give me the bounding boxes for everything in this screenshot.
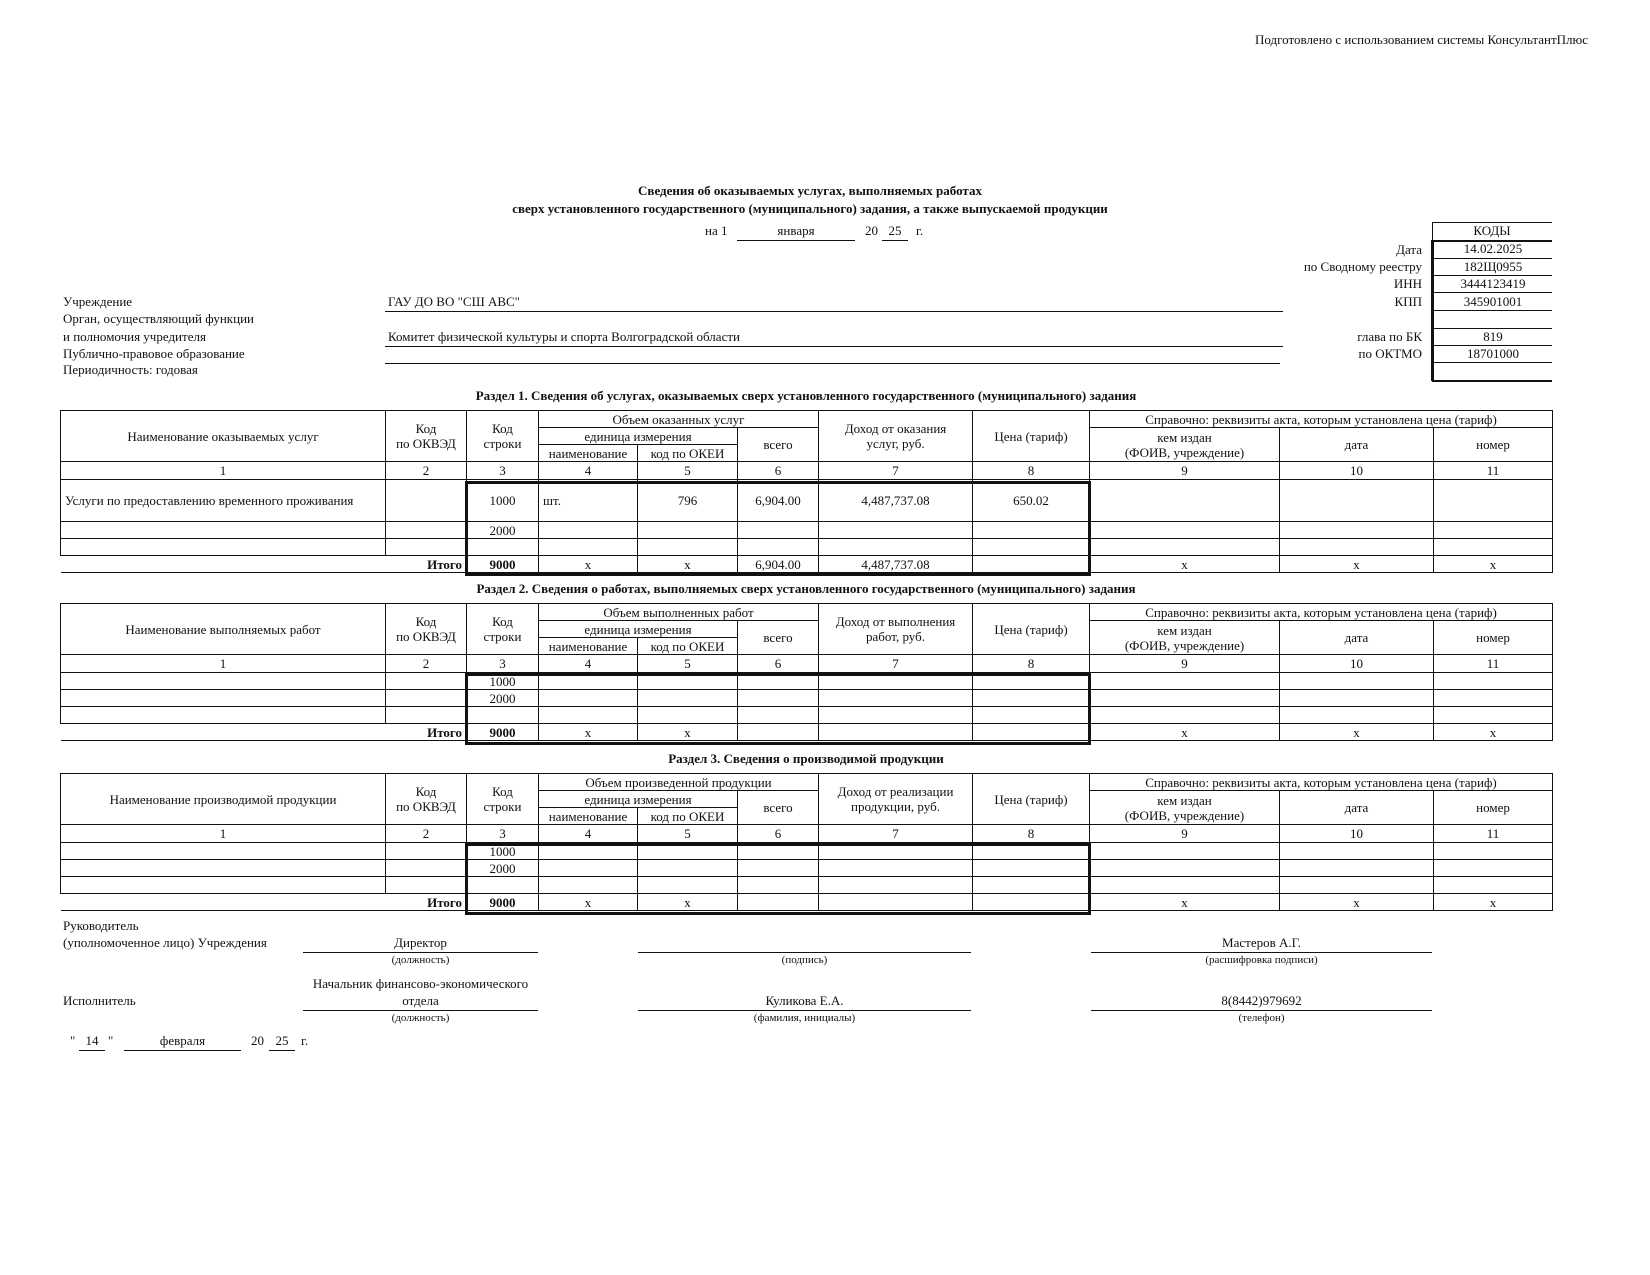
- s2-itogo-label: Итого: [61, 724, 467, 741]
- title-year-prefix: 20: [865, 223, 878, 238]
- s3-r3-ref-num: [1434, 877, 1553, 894]
- s3-num: 11: [1434, 825, 1553, 843]
- s2-bold-frame: [465, 673, 1091, 745]
- s2-r1-okved: [386, 673, 467, 690]
- s2-h-unit-name: наименование: [539, 638, 638, 655]
- s1-h-income: Доход от оказания услуг, руб.: [819, 411, 973, 462]
- codes-value-kpp: 345901001: [1463, 294, 1523, 309]
- exec-phone: 8(8442)979692: [1091, 993, 1432, 1011]
- codes-value-oktmo: 18701000: [1467, 346, 1519, 361]
- public-value: [385, 346, 1280, 364]
- watermark: Подготовлено с использованием системы КонсультантПлюс: [1255, 32, 1589, 47]
- codes-label-oktmo: по ОКТМО: [1358, 346, 1422, 361]
- s2-h-price: Цена (тариф): [973, 604, 1090, 655]
- s3-h-ref-num: номер: [1434, 791, 1553, 825]
- s3-num: 1: [61, 825, 386, 843]
- s3-r2-name: [61, 860, 386, 877]
- exec-position-1: Начальник финансово-экономического: [312, 976, 529, 991]
- codes-label-registry: по Сводному реестру: [1303, 259, 1422, 274]
- s3-r2-ref-date: [1280, 860, 1434, 877]
- s3-h-unit: единица измерения: [539, 791, 738, 808]
- s1-h-unit-okei: код по ОКЕИ: [638, 445, 738, 462]
- section2-title: Раздел 2. Сведения о работах, выполняемых сверх установленного государственного (муниципального) задания: [476, 581, 1136, 596]
- section3-title: Раздел 3. Сведения о производимой продукции: [668, 751, 944, 766]
- institution-value: ГАУ ДО ВО "СШ АВС": [385, 294, 1283, 312]
- s1-itogo-x: х: [1434, 556, 1553, 573]
- s1-r3-ref-by: [1090, 539, 1280, 556]
- s3-num: 7: [819, 825, 973, 843]
- s1-r3-ref-num: [1434, 539, 1553, 556]
- s2-r2-ref-date: [1280, 690, 1434, 707]
- s2-h-code: Код строки: [467, 604, 539, 655]
- s1-h-code: Код строки: [467, 411, 539, 462]
- s1-h-price: Цена (тариф): [973, 411, 1090, 462]
- s3-h-name: Наименование производимой продукции: [61, 774, 386, 825]
- s1-itogo-x: х: [539, 556, 638, 573]
- s2-r1-ref-date: [1280, 673, 1434, 690]
- s2-itogo-x: х: [1090, 724, 1280, 741]
- s3-h-ref-by: кем издан (ФОИВ, учреждение): [1090, 791, 1280, 825]
- s1-r1-ref-by: [1090, 480, 1280, 522]
- s1-r2-name: [61, 522, 386, 539]
- s3-r1-ref-date: [1280, 843, 1434, 860]
- organ-label-1: Орган, осуществляющий функции: [63, 311, 254, 326]
- date-year: 25: [269, 1033, 295, 1051]
- s3-itogo-x: х: [1090, 894, 1280, 911]
- date-quote-open: ": [70, 1033, 76, 1048]
- s2-r1-name: [61, 673, 386, 690]
- s1-r3-name: [61, 539, 386, 556]
- title-month: января: [737, 223, 855, 241]
- s3-num: 3: [467, 825, 539, 843]
- s2-h-ref-num: номер: [1434, 621, 1553, 655]
- s3-itogo-x: х: [1434, 894, 1553, 911]
- s1-num: 3: [467, 462, 539, 480]
- s2-num: 11: [1434, 655, 1553, 673]
- s1-r2-code: 2000: [467, 522, 539, 539]
- organ-label-2: и полномочия учредителя: [63, 329, 206, 344]
- s1-num: 5: [638, 462, 738, 480]
- s2-h-unit: единица измерения: [539, 621, 738, 638]
- s1-r2-ref-date: [1280, 522, 1434, 539]
- s1-num: 4: [539, 462, 638, 480]
- date-year-prefix: 20: [251, 1033, 264, 1048]
- s1-r2-ref-by: [1090, 522, 1280, 539]
- s2-itogo-x: х: [638, 724, 738, 741]
- s1-itogo-income: 4,487,737.08: [819, 556, 973, 573]
- s2-itogo-x: х: [1434, 724, 1553, 741]
- s2-h-name: Наименование выполняемых работ: [61, 604, 386, 655]
- s1-h-okved: Код по ОКВЭД: [386, 411, 467, 462]
- exec-phone-caption: (телефон): [1238, 1012, 1285, 1024]
- institution-label: Учреждение: [63, 294, 133, 309]
- s3-itogo-code: 9000: [467, 894, 539, 911]
- s1-r1-ref-num: [1434, 480, 1553, 522]
- title-on: на 1: [705, 223, 728, 238]
- s3-h-income: Доход от реализации продукции, руб.: [819, 774, 973, 825]
- s3-h-price: Цена (тариф): [973, 774, 1090, 825]
- date-day: 14: [79, 1033, 105, 1051]
- s3-num: 10: [1280, 825, 1434, 843]
- s2-num: 10: [1280, 655, 1434, 673]
- s1-num: 9: [1090, 462, 1280, 480]
- exec-label: Исполнитель: [63, 993, 136, 1008]
- s3-num: 9: [1090, 825, 1280, 843]
- s2-h-ref-date: дата: [1280, 621, 1434, 655]
- s1-r2-ref-num: [1434, 522, 1553, 539]
- s3-num: 2: [386, 825, 467, 843]
- s3-r2-ref-by: [1090, 860, 1280, 877]
- s2-r3-ref-by: [1090, 707, 1280, 724]
- s1-h-ref-date: дата: [1280, 428, 1434, 462]
- s1-h-ref: Справочно: реквизиты акта, которым установлена цена (тариф): [1090, 411, 1553, 428]
- s3-h-ref-date: дата: [1280, 791, 1434, 825]
- date-quote-close: ": [108, 1033, 114, 1048]
- s3-r2-okved: [386, 860, 467, 877]
- s3-r3-okved: [386, 877, 467, 894]
- s1-h-unit-name: наименование: [539, 445, 638, 462]
- head-name: Мастеров А.Г.: [1091, 935, 1432, 953]
- s1-itogo-total: 6,904.00: [738, 556, 819, 573]
- title-line2: сверх установленного государственного (муниципального) задания, а также выпускаемой продукции: [512, 201, 1108, 216]
- s2-r1-ref-num: [1434, 673, 1553, 690]
- s1-itogo-x: х: [1280, 556, 1434, 573]
- s1-r1-okei: 796: [638, 480, 738, 522]
- s2-num: 6: [738, 655, 819, 673]
- codes-value-inn: 3444123419: [1460, 276, 1526, 291]
- date-year-suffix: г.: [301, 1033, 309, 1048]
- s3-h-unit-okei: код по ОКЕИ: [638, 808, 738, 825]
- s1-num: 6: [738, 462, 819, 480]
- title-year: 25: [882, 223, 908, 241]
- s1-num: 2: [386, 462, 467, 480]
- s2-h-ref: Справочно: реквизиты акта, которым установлена цена (тариф): [1090, 604, 1553, 621]
- head-signature: [638, 935, 971, 953]
- s2-r2-okved: [386, 690, 467, 707]
- s3-itogo-x: х: [638, 894, 738, 911]
- codes-value-date: 14.02.2025: [1463, 241, 1523, 256]
- s2-num: 3: [467, 655, 539, 673]
- period-label: Периодичность: годовая: [63, 362, 198, 377]
- head-name-caption: (расшифровка подписи): [1205, 954, 1318, 966]
- s3-r3-ref-date: [1280, 877, 1434, 894]
- s1-h-ref-num: номер: [1434, 428, 1553, 462]
- codes-value-registry: 182Щ0955: [1463, 259, 1523, 274]
- s3-num: 4: [539, 825, 638, 843]
- s1-r1-okved: [386, 480, 467, 522]
- codes-header: КОДЫ: [1473, 223, 1511, 238]
- s3-r2-ref-num: [1434, 860, 1553, 877]
- s3-h-total: всего: [738, 791, 819, 825]
- s3-h-code: Код строки: [467, 774, 539, 825]
- s1-r1-unit: шт.: [539, 480, 638, 522]
- s3-r2-code: 2000: [467, 860, 539, 877]
- s1-r1-code: 1000: [467, 480, 539, 522]
- s2-h-total: всего: [738, 621, 819, 655]
- s1-h-total: всего: [738, 428, 819, 462]
- s3-h-okved: Код по ОКВЭД: [386, 774, 467, 825]
- title-line1: Сведения об оказываемых услугах, выполняемых работах: [638, 183, 982, 198]
- s1-r2-okved: [386, 522, 467, 539]
- s2-r2-ref-by: [1090, 690, 1280, 707]
- s2-r3-ref-date: [1280, 707, 1434, 724]
- s3-r1-code: 1000: [467, 843, 539, 860]
- section1-title: Раздел 1. Сведения об услугах, оказываемых сверх установленного государственного (муниципального) задания: [475, 388, 1137, 403]
- s2-r2-code: 2000: [467, 690, 539, 707]
- s1-num: 10: [1280, 462, 1434, 480]
- s2-num: 4: [539, 655, 638, 673]
- date-month: февраля: [124, 1033, 241, 1051]
- s1-h-volume: Объем оказанных услуг: [539, 411, 819, 428]
- s2-h-income: Доход от выполнения работ, руб.: [819, 604, 973, 655]
- s2-h-unit-okei: код по ОКЕИ: [638, 638, 738, 655]
- codes-label-kpp: КПП: [1394, 294, 1422, 309]
- s3-itogo-x: х: [1280, 894, 1434, 911]
- exec-name: Куликова Е.А.: [638, 993, 971, 1011]
- s3-h-ref: Справочно: реквизиты акта, которым установлена цена (тариф): [1090, 774, 1553, 791]
- s3-r3-ref-by: [1090, 877, 1280, 894]
- s3-num: 5: [638, 825, 738, 843]
- s2-r2-ref-num: [1434, 690, 1553, 707]
- s3-r1-name: [61, 843, 386, 860]
- s2-h-ref-by: кем издан (ФОИВ, учреждение): [1090, 621, 1280, 655]
- s2-num: 1: [61, 655, 386, 673]
- s2-num: 5: [638, 655, 738, 673]
- exec-position-caption: (должность): [391, 1012, 450, 1024]
- s3-num: 8: [973, 825, 1090, 843]
- s2-num: 7: [819, 655, 973, 673]
- s1-bold-frame: [465, 481, 1091, 576]
- s1-itogo-label: Итого: [61, 556, 467, 573]
- s3-r1-okved: [386, 843, 467, 860]
- head-position: Директор: [303, 935, 538, 953]
- s3-r1-ref-num: [1434, 843, 1553, 860]
- codes-label-inn: ИНН: [1393, 276, 1422, 291]
- s2-h-volume: Объем выполненных работ: [539, 604, 819, 621]
- s3-h-unit-name: наименование: [539, 808, 638, 825]
- s3-itogo-label: Итого: [61, 894, 467, 911]
- s2-r3-okved: [386, 707, 467, 724]
- s2-itogo-code: 9000: [467, 724, 539, 741]
- organ-value: Комитет физической культуры и спорта Волгоградской области: [385, 329, 1283, 347]
- s1-h-name: Наименование оказываемых услуг: [61, 411, 386, 462]
- s2-h-okved: Код по ОКВЭД: [386, 604, 467, 655]
- s3-num: 6: [738, 825, 819, 843]
- s2-r3-name: [61, 707, 386, 724]
- s3-h-volume: Объем произведенной продукции: [539, 774, 819, 791]
- s2-num: 8: [973, 655, 1090, 673]
- s1-num: 8: [973, 462, 1090, 480]
- codes-label-bk: глава по БК: [1357, 329, 1422, 344]
- s2-num: 9: [1090, 655, 1280, 673]
- s3-itogo-x: х: [539, 894, 638, 911]
- head-sign-caption: (подпись): [781, 954, 828, 966]
- s1-num: 7: [819, 462, 973, 480]
- head-position-caption: (должность): [391, 954, 450, 966]
- head-label-2: (уполномоченное лицо) Учреждения: [63, 935, 267, 950]
- title-year-suffix: г.: [916, 223, 924, 238]
- s1-r3-okved: [386, 539, 467, 556]
- s3-r3-name: [61, 877, 386, 894]
- s1-r1-name: Услуги по предоставлению временного проживания: [61, 480, 386, 522]
- s1-h-unit: единица измерения: [539, 428, 738, 445]
- s3-bold-frame: [465, 843, 1091, 915]
- s2-itogo-x: х: [539, 724, 638, 741]
- s2-num: 2: [386, 655, 467, 673]
- s1-r3-ref-date: [1280, 539, 1434, 556]
- s1-itogo-x: х: [1090, 556, 1280, 573]
- codes-value-bk: 819: [1483, 329, 1503, 344]
- s1-num: 11: [1434, 462, 1553, 480]
- s1-itogo-code: 9000: [467, 556, 539, 573]
- s1-r1-price: 650.02: [973, 480, 1090, 522]
- s1-h-ref-by: кем издан (ФОИВ, учреждение): [1090, 428, 1280, 462]
- s2-r1-code: 1000: [467, 673, 539, 690]
- s3-r1-ref-by: [1090, 843, 1280, 860]
- s1-r1-ref-date: [1280, 480, 1434, 522]
- s1-num: 1: [61, 462, 386, 480]
- public-label: Публично-правовое образование: [63, 346, 245, 361]
- s1-r1-income: 4,487,737.08: [819, 480, 973, 522]
- s1-itogo-x: х: [638, 556, 738, 573]
- s1-r1-total: 6,904.00: [738, 480, 819, 522]
- exec-name-caption: (фамилия, инициалы): [753, 1012, 856, 1024]
- s2-r3-ref-num: [1434, 707, 1553, 724]
- s2-itogo-x: х: [1280, 724, 1434, 741]
- codes-label-date: Дата: [1396, 242, 1422, 257]
- head-label-1: Руководитель: [63, 918, 139, 933]
- exec-position-2: отдела: [303, 993, 538, 1011]
- s2-r1-ref-by: [1090, 673, 1280, 690]
- s2-r2-name: [61, 690, 386, 707]
